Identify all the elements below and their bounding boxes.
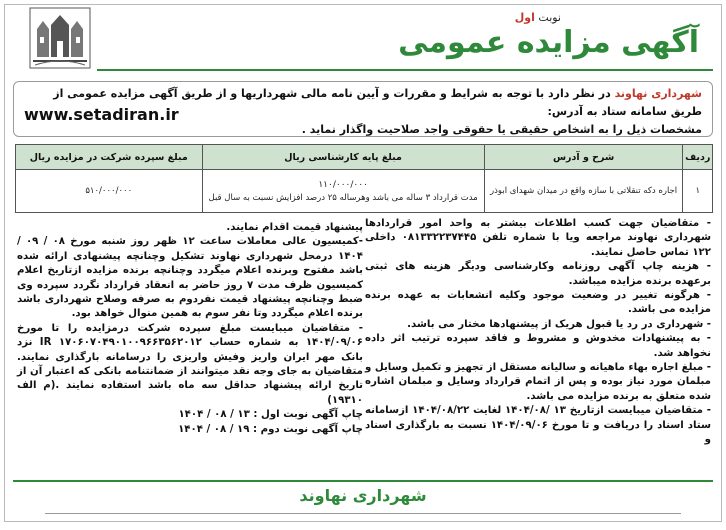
table-header-row <box>16 145 713 170</box>
condition-item: - متقاضیان میبایست ازتاریخ ۱۳ /۱۴۰۴/۰۸ لغایت ۱۴۰۴/۰۸/۲۲ ازسامانه ستاد اسناد را دریافت و تا مورخ ۱۴۰۴/۰۹/۰۶ نسبت به بارگذاری اسناد و <box>365 405 711 446</box>
cell-deposit: ۵۱۰/۰۰۰/۰۰۰ <box>16 170 203 213</box>
intro-line-1: در نظر دارد با توجه به شرایط و مقررات و آیین نامه مالی شهرداریها و از طریق آگهی مزایده عمومی از طریق سامانه ستاد به آدرس: <box>53 87 702 118</box>
table-row <box>16 170 713 213</box>
notice-header <box>5 5 721 75</box>
condition-item: - مبلغ اجاره بهاء ماهیانه و سالیانه مستقل از تجهیز و تکمیل وسایل و مبلمان مورد نیاز بوده و پس از اتمام قرارداد وسایل و مبلمان اشاره شده متعلق به برنده مزایده می باشد. <box>365 362 711 402</box>
condition-item: - به پیشنهادات مخدوش و مشروط و فاقد سپرده ترتیب اثر داده نخواهد شد. <box>365 333 711 359</box>
footer-bottom-line <box>45 513 681 514</box>
notice-title: آگهی مزایده عمومی <box>398 25 699 60</box>
condition-item: - متقاضیان جهت کسب اطلاعات بیشتر به واحد امور قراردادها شهرداری نهاوند مراجعه ویا با شماره تلفن ۰۸۱۳۳۲۲۳۷۴۴۵ داخلی ۱۲۲ تماس حاصل نمایند. <box>365 218 712 258</box>
condition-item: - هرگونه تغییر در وضعیت موجود وکلیه انشعابات به عهده برنده مزایده می باشد. <box>365 290 711 316</box>
conditions-right-column <box>365 217 711 448</box>
footer-divider <box>13 480 713 482</box>
header-divider <box>97 69 713 71</box>
cell-base-price <box>202 170 484 213</box>
header-deposit: مبلغ سپرده شرکت در مزایده ریال <box>16 145 203 170</box>
header-base-price: مبلغ پایه کارشناسی ریال <box>202 145 484 170</box>
notice-page <box>4 4 722 522</box>
intro-box <box>13 81 713 137</box>
condition-item: - شهرداری در رد یا قبول هریک از پیشنهادها مختار می باشد. <box>407 318 711 330</box>
municipality-logo-icon <box>29 7 91 69</box>
cell-description: اجاره دکه تنقلاتی با سازه واقع در میدان شهدای ابوذر <box>484 170 683 213</box>
condition-item: - متقاضیان میبایست مبلغ سپرده شرکت درمزایده را تا مورخ ۱۴۰۴/۰۹/۰۶ به شماره حساب IR ۱۷۰۶۰۷۰۴۹۰۱۰۰۹۶۶۳۵۶۲۰۱۲ نزد بانک مهر ایران واریز وفیش واریزی را درسامانه بارگذاری نمایند. متقاضیان به جای وجه نقد میتوانند از ضمانتنامه بانکی که اعتبار آن از تاریخ ارائه پیشنهاد حداقل سه ماه باشد استفاده نمایند .(م الف ۱۹۳۱۰) <box>17 322 363 406</box>
publication-badge <box>515 11 561 24</box>
conditions-left-column <box>17 221 363 437</box>
base-price-note: مدت قرارداد ۳ ساله می باشد وهرساله ۲۵ درصد افزایش نسبت به سال قبل <box>208 192 478 203</box>
footer-signature: شهرداری نهاوند <box>299 486 427 505</box>
auction-table <box>15 144 713 213</box>
header-description: شرح و آدرس <box>484 145 683 170</box>
publication-date-second: چاپ آگهی نوبت دوم : ۱۹ / ۰۸ / ۱۴۰۴ <box>178 423 363 435</box>
badge-prefix: نوبت <box>538 11 561 24</box>
cell-row-number: ۱ <box>683 170 713 213</box>
publication-date-first: چاپ آگهی نوبت اول : ۱۳ / ۰۸ / ۱۴۰۴ <box>178 409 363 421</box>
badge-value: اول <box>514 11 535 24</box>
website-link[interactable]: www.setadiran.ir <box>24 105 179 124</box>
base-price-value: ۱۱۰/۰۰۰/۰۰۰ <box>318 179 368 190</box>
condition-item: پیشنهاد قیمت اقدام نمایند. <box>226 222 363 233</box>
intro-line-2: مشخصات ذیل را به اشخاص حقیقی یا حقوقی واجد صلاحیت واگذار نماید . <box>301 123 702 136</box>
org-name: شهرداری نهاوند <box>614 87 702 100</box>
condition-item: - هزینه چاپ آگهی روزنامه وکارشناسی ودیگر هزینه های ثبتی برعهده برنده مزایده میباشد. <box>365 261 711 287</box>
condition-item: -کمیسیون عالی معاملات ساعت ۱۲ ظهر روز شنبه مورخ ۰۸ / ۰۹ / ۱۴۰۴ درمحل شهرداری نهاوند تشکیل وچنانچه پیشنهادی ارائه شده باشد مفتوح وبرنده اعلام میگردد وچنانچه برنده مزایده ازتاریخ اعلام کمیسیون ظرف مدت ۷ روز حاضر به انعقاد قرارداد نگردد سپرده وی ضبط وچنانچه پیشنهاد قیمت نفردوم به صرفه وصلاح شهرداری باشد برنده اعلام میگردد وتا نفر سوم به همین منوال خواهد بود. <box>17 236 364 320</box>
header-row-number: ردیف <box>683 145 713 170</box>
